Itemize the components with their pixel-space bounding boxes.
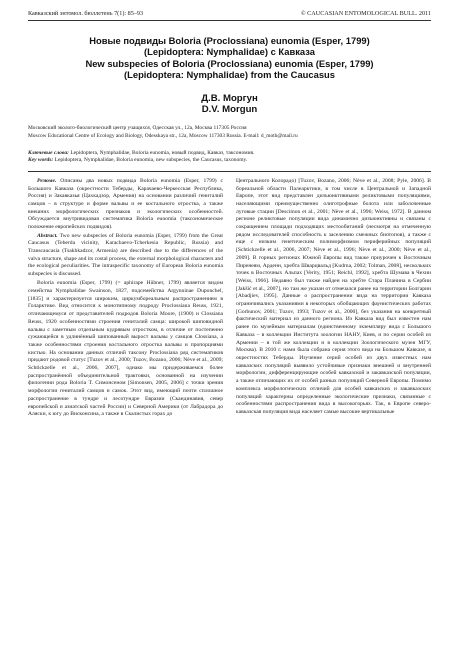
keywords-ru-text: Lepidoptera, Nymphalidae, Boloria eunomia, новый подвид, Кавказ, таксономия.: [70, 149, 255, 156]
right-column: [236, 178, 431, 420]
abstract-paragraph: [28, 233, 223, 279]
title-ru-line-2: (Lepidoptera: Nymphalidae) с Кавказа: [144, 46, 315, 58]
running-header: [28, 10, 431, 18]
author-en: D.V. Morgun: [201, 104, 258, 116]
keywords-ru: [28, 150, 431, 158]
affiliation-ru: Московский эколого-биологический центр учащихся, Одесская ул., 12а, Москва 117305 Россия: [28, 125, 247, 132]
title-en-line-1: New subspecies of Boloria (Proclossiana) eunomia (Esper, 1799): [85, 57, 374, 69]
body-columns: [28, 178, 431, 420]
resume-label: Резюме.: [37, 177, 57, 184]
title-en-line-2: (Lepidoptera: Nymphalidae) from the Caucasus: [124, 69, 335, 81]
keywords-en: [28, 157, 431, 165]
article-titles: [28, 35, 431, 81]
journal-citation: Кавказский энтомол. бюллетень 7(1): 85–93: [28, 10, 144, 17]
resume-text: Описаны два новых подвида Boloria eunomia (Esper, 1799) с Большого Кавказа (окрестности Теберды, Карачаево-Черкесская Республика, Россия) и Закавказья (Цахкадзор, Армения) на основании различий гениталий самцов – в структуре и форме вальвы и ее костального отростка, а также внешних морфологических признаков и экологических особенностей. Обсуждается внутривидовая систематика Boloria eunomia (таксономическое положение европейских подвидов).: [28, 177, 223, 231]
title-ru-line-1: Новые подвиды Boloria (Proclossiana) eunomia (Esper, 1799): [89, 35, 370, 46]
intro-continued-paragraph: [236, 178, 431, 417]
affiliation-en: Moscow Educational Centre of Ecology and Biology, Odesskaya str., 12a, Moscow 117303 Russia. E-mail: d_moth@mail.ru: [28, 133, 298, 140]
intro-continued-text: Центрального Колорадо) [Tuzov, Bozano, 2006; Nève et al., 2008; Pyle, 2006]. В бореальной области Палеарктики, в том числе в Центральной и Западной Европе, этот вид представлен дизъюнктивными реликтовыми популяциями, населяющими преимущественно олиготрофные болота или заболоченные луговые стации [Descimon et al., 2001; Nève et al., 1996; Weiss, 1972]. В данном регионе реликтовые популяции вида динамично дизъюнктивны и связаны с сокращением площади подходящих местообитаний (несмотря на отмеченную рядом исследователей способность к заселению смежных биотопов), а также с еще с низким генетическим полиморфизмом периферийных популяций [Schtickzelle et al., 2006, 2007; Nève et al., 1996; Nève et al., 2000; Nève et al., 2009]. В горных регионах Южной Европы вид также приурочен к Восточным Пиренеям, Арденн, хребта Шварцвальд [Kudrna, 2002; Tolman, 2008], нескольких точек в Восточных Альпах [Verity, 1951; Reichl, 1992], хребта Шумава в Чехии [Weiss, 1966]. Недавно был также найден на хребте Стара Планина в Сербии [Jakšić et al., 2007], но там же указан от отмечался ранее на территории Болгарии [Abadjiev, 1995]. Данные о распространении вида на территории Кавказа ограничивались указаниями в некоторых обобщающих фаунистических работах [Gorbunov, 2001; Tuzov, 1993; Tuzov et al., 2000], без указания на конкретный фактический материал из данного региона. Из Кавказа вид был известен нам ранее по музейным материалам (единственному экземпляру вида с Большого Кавказа – в коллекции Института зоологии НАНУ, Киев, и по серии особей из Армении – в той же коллекции и в коллекции Зоологического музея МГУ, Москва). В 2010 г. нами была собрана серия этого вида на Большом Кавказе, в окрестностях Теберды. Изучение серий особей из двух известных нам кавказских популяций выявило устойчивые признаки внешней и внутренней морфологии, дифференцирующие особей кавказской и закавказской популяции, а также отличающих их от особей разных популяций Северной Европы. Помимо комплекса морфологических отличий для особей кавказских и закавказских популяций характерны определенные экологические признаки, связанные с особенностями распространения вида в высокогорьях. Так, в Европе северо-кавказская популяция вида населяет самые высокие вертикальные: [236, 177, 431, 415]
keywords-en-text: Lepidoptera, Nymphalidae, Boloria eunomia, new subspecies, the Caucasus, taxonomy.: [54, 157, 248, 164]
resume-paragraph: [28, 178, 223, 232]
left-column: [28, 178, 223, 420]
copyright-notice: © CAUCASIAN ENTOMOLOGICAL BULL. 2011: [300, 10, 431, 17]
intro-text: Boloria eunomia (Esper, 1799) (= aphirape Hübner, 1799) является видом семейства Nymphalidae Swainson, 1827, подсемейства Argynninae Duponchel, [1835] и характеризуется широким, циркумбореальным распространением в Голарктике. Вид относится к монотипному подроду Proclossiana Reuss, 1921, отличающемуся от представителей подродов Boloria Moore, (1900) и Clossiana Reuss, 1920 особенностями строения гениталий самца: широкой шиповидной вальвы с заметным отдельным кудрявым отростком, в отличие от постепенно сужающейся в удлинённый шипованный вырост вальвы у самцов Clossiana, а также особенностями строения костального отростка вальвы и пропорциями кистью. На основании данных отличий таксону Proclossiana ряд систематиков придают родовой статус [Tuzov et al., 2000; Tuzov, Bozano, 2006; Nève et al., 2009; Schtickzelle et al., 2006, 2007], однако мы придерживаемся более распространённой объединительной трактовки, основанной на изучении филогении рода Boloria Т. Симонсеном [Simonsen, 2005, 2006] с точки зрения морфологии гениталий самцов и самок. Этот вид, имеющий почти сплошное распространение в тундре и лесотундре Евразии (Скандинавия, север европейской и азиатской частей России) и Северной Америки (от Лабрадора до Аляски, к югу до Висконсина, а также в Скалистых горах до: [28, 280, 223, 418]
author-ru: Д.В. Моргун: [201, 92, 258, 104]
body-rule: [28, 171, 431, 172]
abstract-text: Two new subspecies of Boloria eunomia (Esper, 1799) from the Great Caucasus (Teberda vicinity, Karachaevo-Tcherkesia Republic, Russia) and Transcaucasia (Tsakhkadzor, Armenia) are described due to the differences of the valva structure, shape and its costal process, the external morphological characters and the ecological peculiarities. The intraspecific taxonomy of European Boloria eunomia subspecies is discussed.: [28, 232, 223, 278]
keywords-en-label: Key words:: [28, 157, 54, 164]
keywords-ru-label: Ключевые слова:: [28, 149, 69, 156]
affiliation: [28, 125, 431, 140]
authors: [28, 93, 431, 116]
intro-paragraph: [28, 280, 223, 419]
keywords: [28, 150, 431, 165]
abstract-label: Abstract.: [37, 232, 58, 239]
header-rule: [28, 20, 431, 21]
